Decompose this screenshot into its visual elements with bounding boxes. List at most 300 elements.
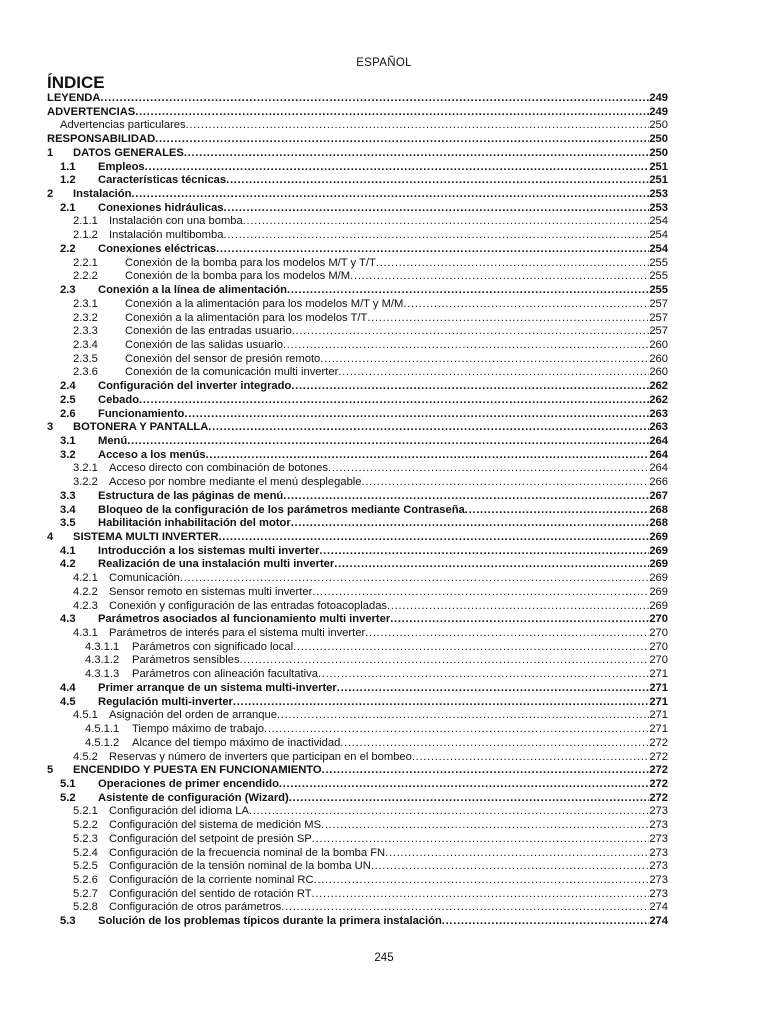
toc-entry[interactable] [47, 833, 668, 847]
toc-entry-title: RESPONSABILIDAD [47, 133, 156, 146]
toc-entry-number: 5 [47, 764, 54, 777]
toc-entry[interactable] [47, 394, 668, 408]
toc-entry[interactable] [47, 545, 668, 559]
toc-entry-number: 5.3 [60, 915, 76, 928]
toc-entry[interactable] [47, 847, 668, 861]
toc-entry-title: Configuración del setpoint de presión SP [109, 832, 312, 845]
toc-leader-dots [312, 586, 649, 600]
toc-entry[interactable] [47, 504, 668, 518]
toc-entry-title: Introducción a los sistemas multi inverter [98, 544, 320, 557]
toc-leader-dots [319, 545, 649, 559]
toc-entry-title: Regulación multi-inverter [98, 695, 233, 708]
toc-leader-dots [312, 888, 650, 902]
toc-entry-number: 3.2.2 [73, 476, 98, 489]
toc-entry-page: 267 [649, 489, 668, 502]
toc-entry-page: 273 [649, 860, 668, 873]
toc-entry-title: Solución de los problemas típicos durante la primera instalación [98, 915, 442, 928]
toc-entry-title: SISTEMA MULTI INVERTER [73, 531, 219, 543]
toc-entry[interactable] [47, 696, 668, 710]
toc-entry[interactable] [47, 106, 668, 120]
toc-entry-page: 272 [649, 736, 668, 749]
toc-leader-dots [340, 737, 649, 751]
toc-entry-title: Acceso por nombre mediante el menú desplegable [109, 476, 362, 489]
toc-entry[interactable] [47, 353, 668, 367]
toc-entry[interactable] [47, 751, 668, 765]
toc-leader-dots [291, 380, 649, 394]
toc-entry-title: Tiempo máximo de trabajo [132, 723, 265, 736]
toc-leader-dots [390, 613, 649, 627]
toc-entry-page: 274 [649, 901, 668, 914]
toc-leader-dots [240, 654, 650, 668]
toc-entry[interactable] [47, 517, 668, 531]
toc-entry-number: 5.2.8 [73, 901, 98, 914]
toc-entry-number: 2.3.3 [73, 325, 98, 338]
toc-entry-number: 4.5 [60, 695, 76, 708]
toc-entry-number: 2 [47, 188, 54, 201]
toc-entry-title: Asignación del orden de arranque [109, 709, 277, 722]
toc-entry-page: 272 [649, 777, 668, 790]
toc-entry-page: 255 [649, 256, 668, 269]
toc-entry[interactable] [47, 202, 668, 216]
toc-entry[interactable] [47, 174, 668, 188]
toc-entry-number: 4 [47, 531, 54, 543]
toc-leader-dots [186, 119, 650, 133]
toc-entry-page: 257 [649, 325, 668, 338]
toc-entry-title: Configuración de la corriente nominal RC [109, 873, 314, 886]
toc-entry-title: Acceso a los menús [98, 448, 206, 461]
toc-entry-title: Reservas y número de inverters que participan en el bombeo [109, 750, 412, 763]
toc-entry-title: Configuración del inverter integrado [98, 380, 292, 393]
toc-entry-title: Operaciones de primer encendido [98, 777, 279, 790]
toc-entry-number: 4.1 [60, 544, 76, 557]
toc-entry-title: Conexión a la alimentación para los modelos T/T [125, 311, 368, 324]
toc-entry-page: 254 [649, 215, 668, 228]
toc-entry-number: 3.3 [60, 489, 76, 502]
toc-entry[interactable] [47, 558, 668, 572]
toc-leader-dots [337, 682, 650, 696]
toc-entry[interactable] [47, 654, 668, 668]
toc-leader-dots [292, 325, 650, 339]
toc-entry-page: 271 [649, 695, 668, 708]
toc-leader-dots [131, 188, 649, 202]
page-number: 245 [374, 952, 394, 964]
toc-entry[interactable] [47, 723, 668, 737]
toc-leader-dots [184, 147, 649, 161]
toc-leader-dots [145, 161, 650, 175]
toc-entry-title: Conexión a la alimentación para los modelos M/T y M/M [125, 297, 404, 310]
toc-entry[interactable] [47, 641, 668, 655]
toc-entry-number: 3.1 [60, 434, 76, 447]
toc-entry-number: 3.2 [60, 448, 76, 461]
toc-leader-dots [184, 408, 649, 422]
toc-entry-number: 4.5.1.2 [85, 736, 120, 749]
toc-leader-dots [223, 229, 649, 243]
toc-entry-number: 2.5 [60, 393, 76, 406]
toc-entry-title: Conexiones hidráulicas [98, 201, 224, 214]
toc-entry-number: 4.5.1.1 [85, 723, 120, 736]
toc-entry-page: 269 [649, 599, 668, 612]
toc-entry[interactable] [47, 778, 668, 792]
toc-entry-title: Parámetros de interés para el sistema multi inverter [109, 627, 366, 640]
toc-leader-dots [224, 202, 650, 216]
toc-entry-number: 2.1.1 [73, 215, 98, 228]
toc-entry[interactable] [47, 270, 668, 284]
toc-entry-number: 4.3.1.3 [85, 668, 120, 681]
toc-entry-title: Empleos [98, 160, 145, 173]
toc-entry-page: 273 [649, 819, 668, 832]
toc-entry-number: 2.3.1 [73, 297, 98, 310]
toc-leader-dots [338, 366, 649, 380]
toc-leader-dots [362, 476, 650, 490]
toc-entry-page: 250 [649, 146, 668, 159]
toc-entry[interactable] [47, 366, 668, 380]
toc-entry[interactable] [47, 901, 668, 915]
toc-entry-page: 269 [649, 585, 668, 598]
toc-leader-dots [318, 668, 649, 682]
toc-entry-number: 1.1 [60, 160, 76, 173]
toc-entry-page: 273 [649, 805, 668, 818]
toc-entry-page: 269 [649, 558, 668, 571]
toc-entry-title: Parámetros con significado local [132, 640, 294, 653]
toc-leader-dots [365, 627, 649, 641]
toc-entry-number: 2.3.5 [73, 352, 98, 365]
toc-entry-number: 2.3.2 [73, 311, 98, 324]
toc-entry-page: 263 [649, 421, 668, 434]
toc-entry[interactable] [47, 600, 668, 614]
toc-entry[interactable] [47, 92, 668, 106]
toc-entry-number: 3.5 [60, 517, 76, 530]
toc-entry-number: 4.3.1 [73, 627, 98, 640]
toc-entry-title: Conexión de las entradas usuario [125, 325, 292, 338]
toc-entry[interactable] [47, 627, 668, 641]
toc-entry[interactable] [47, 215, 668, 229]
toc-leader-dots [320, 353, 649, 367]
toc-entry-number: 4.4 [60, 681, 76, 694]
toc-entry-page: 272 [649, 750, 668, 763]
toc-entry[interactable] [47, 161, 668, 175]
toc-leader-dots [100, 92, 649, 106]
toc-leader-dots [208, 421, 649, 435]
toc-entry-title: Conexión de la comunicación multi inverter [125, 366, 339, 379]
toc-entry-page: 266 [649, 476, 668, 489]
toc-entry-page: 274 [649, 915, 668, 928]
toc-entry[interactable] [47, 119, 668, 133]
toc-entry[interactable] [47, 531, 668, 545]
toc-entry[interactable] [47, 229, 668, 243]
toc-entry-title: Configuración de la tensión nominal de la bomba UN [109, 860, 371, 873]
toc-leader-dots [139, 394, 649, 408]
toc-entry-page: 264 [649, 462, 668, 475]
toc-entry-title: Estructura de las páginas de menú [98, 489, 284, 502]
toc-entry-page: 273 [649, 832, 668, 845]
toc-entry-page: 269 [649, 531, 668, 543]
toc-entry-title: Primer arranque de un sistema multi-inverter [98, 681, 337, 694]
toc-entry[interactable] [47, 888, 668, 902]
toc-leader-dots [216, 243, 649, 257]
toc-entry[interactable] [47, 243, 668, 257]
toc-entry-page: 262 [649, 380, 668, 393]
toc-entry-page: 268 [649, 517, 668, 530]
toc-leader-dots [465, 504, 650, 518]
toc-entry-title: Instalación [73, 188, 132, 201]
toc-entry[interactable] [47, 874, 668, 888]
toc-entry[interactable] [47, 133, 668, 147]
toc-entry-page: 269 [649, 572, 668, 585]
toc-entry-page: 253 [649, 188, 668, 201]
toc-entry-number: 3 [47, 421, 54, 434]
toc-entry[interactable] [47, 449, 668, 463]
toc-entry-number: 5.2.7 [73, 887, 98, 900]
toc-leader-dots [279, 778, 649, 792]
toc-entry-page: 254 [649, 242, 668, 255]
toc-entry[interactable] [47, 408, 668, 422]
toc-entry[interactable] [47, 490, 668, 504]
toc-entry[interactable] [47, 819, 668, 833]
toc-entry-page: 255 [649, 270, 668, 283]
toc-leader-dots [226, 174, 649, 188]
toc-leader-dots [321, 819, 649, 833]
toc-entry-page: 270 [649, 640, 668, 653]
toc-entry-page: 260 [649, 366, 668, 379]
toc-leader-dots [206, 449, 650, 463]
toc-leader-dots [218, 531, 649, 545]
toc-entry-page: 254 [649, 229, 668, 242]
toc-entry-title: ENCENDIDO Y PUESTA EN FUNCIONAMIENTO [73, 764, 322, 777]
toc-entry-page: 251 [649, 160, 668, 173]
toc-entry-title: Conexión y configuración de las entradas fotoacopladas [109, 599, 388, 612]
table-of-contents [47, 92, 668, 929]
toc-entry-title: Parámetros con alineación facultativa [132, 668, 318, 681]
toc-leader-dots [155, 133, 649, 147]
toc-entry-title: Conexión del sensor de presión remoto [125, 352, 321, 365]
toc-entry-number: 1 [47, 146, 54, 159]
toc-entry-title: Conexiones eléctricas [98, 242, 217, 255]
toc-entry-page: 271 [649, 723, 668, 736]
toc-entry-title: Conexión de la bomba para los modelos M/T y T/T [125, 256, 376, 269]
toc-entry-title: Alcance del tiempo máximo de inactividad [132, 736, 341, 749]
toc-entry-number: 4.5.1 [73, 709, 98, 722]
toc-entry[interactable] [47, 572, 668, 586]
toc-entry-page: 264 [649, 448, 668, 461]
toc-entry-number: 5.2.1 [73, 805, 98, 818]
toc-entry[interactable] [47, 682, 668, 696]
toc-leader-dots [328, 462, 649, 476]
toc-entry-number: 5.2.4 [73, 846, 98, 859]
toc-leader-dots [367, 312, 649, 326]
toc-entry-page: 270 [649, 613, 668, 626]
toc-entry-number: 5.2.2 [73, 819, 98, 832]
toc-entry-number: 3.2.1 [73, 462, 98, 475]
toc-entry-page: 273 [649, 887, 668, 900]
toc-entry-page: 249 [649, 92, 668, 104]
toc-leader-dots [376, 257, 650, 271]
toc-entry-number: 4.2.1 [73, 572, 98, 585]
toc-entry[interactable] [47, 325, 668, 339]
toc-leader-dots [314, 874, 650, 888]
toc-entry-page: 272 [649, 791, 668, 804]
toc-entry-number: 2.6 [60, 407, 76, 420]
toc-entry-title: Menú [98, 434, 128, 447]
toc-entry[interactable] [47, 476, 668, 490]
toc-entry-number: 2.2.2 [73, 270, 98, 283]
toc-entry-number: 4.2.3 [73, 599, 98, 612]
toc-leader-dots [403, 298, 649, 312]
toc-entry[interactable] [47, 764, 668, 778]
toc-entry-title: DATOS GENERALES [73, 146, 184, 159]
toc-leader-dots [233, 696, 649, 710]
toc-entry[interactable] [47, 421, 668, 435]
toc-entry[interactable] [47, 613, 668, 627]
toc-entry-title: Asistente de configuración (Wizard) [98, 791, 289, 804]
toc-entry[interactable] [47, 915, 668, 929]
toc-entry[interactable] [47, 380, 668, 394]
toc-entry-number: 2.1 [60, 201, 76, 214]
toc-entry-number: 5.1 [60, 777, 76, 790]
toc-leader-dots [243, 215, 650, 229]
toc-leader-dots [283, 490, 649, 504]
toc-entry-page: 264 [649, 434, 668, 447]
toc-entry-page: 255 [649, 284, 668, 297]
toc-entry-page: 257 [649, 311, 668, 324]
toc-entry-number: 1.2 [60, 174, 76, 187]
index-title: ÍNDICE [47, 73, 105, 92]
toc-entry-title: Configuración de la frecuencia nominal de la bomba FN [109, 846, 386, 859]
toc-leader-dots [135, 106, 649, 120]
toc-leader-dots [289, 792, 650, 806]
toc-leader-dots [293, 641, 649, 655]
toc-entry-number: 2.2 [60, 242, 76, 255]
toc-entry-number: 4.5.2 [73, 750, 98, 763]
toc-entry[interactable] [47, 860, 668, 874]
toc-leader-dots [281, 901, 649, 915]
toc-entry[interactable] [47, 339, 668, 353]
toc-leader-dots [334, 558, 649, 572]
toc-entry-page: 273 [649, 846, 668, 859]
toc-entry-number: 4.3 [60, 613, 76, 626]
toc-entry-title: Conexión a la línea de alimentación [98, 284, 287, 297]
toc-entry-title: BOTONERA Y PANTALLA [73, 421, 209, 434]
toc-entry[interactable] [47, 147, 668, 161]
toc-entry-number: 2.1.2 [73, 229, 98, 242]
toc-entry-title: Instalación multibomba [109, 229, 224, 242]
toc-entry-number: 5.2.3 [73, 832, 98, 845]
toc-entry-page: 273 [649, 873, 668, 886]
toc-leader-dots [127, 435, 649, 449]
toc-entry-number: 2.3.6 [73, 366, 98, 379]
toc-entry[interactable] [47, 462, 668, 476]
toc-entry-page: 262 [649, 393, 668, 406]
toc-entry-page: 271 [649, 668, 668, 681]
toc-entry-page: 249 [649, 105, 668, 118]
toc-entry-number: 4.2 [60, 558, 76, 571]
toc-entry-page: 270 [649, 654, 668, 667]
toc-entry-page: 271 [649, 681, 668, 694]
toc-entry-page: 271 [649, 709, 668, 722]
toc-entry-number: 5.2 [60, 791, 76, 804]
toc-entry-number: 5.2.6 [73, 873, 98, 886]
toc-leader-dots [277, 709, 649, 723]
toc-entry-page: 257 [649, 297, 668, 310]
toc-entry-number: 2.3.4 [73, 338, 98, 351]
toc-entry[interactable] [47, 435, 668, 449]
toc-entry-title: Realización de una instalación multi inverter [98, 558, 335, 571]
toc-leader-dots [442, 915, 650, 929]
toc-leader-dots [385, 847, 649, 861]
toc-entry-title: Configuración del sistema de medición MS [109, 819, 322, 832]
toc-entry-number: 3.4 [60, 503, 76, 516]
toc-entry-title: Parámetros sensibles [132, 654, 240, 667]
toc-entry-page: 270 [649, 627, 668, 640]
toc-entry-page: 260 [649, 352, 668, 365]
toc-entry[interactable] [47, 586, 668, 600]
toc-leader-dots [412, 751, 649, 765]
toc-entry[interactable] [47, 312, 668, 326]
toc-entry-page: 272 [649, 764, 668, 777]
toc-entry-title: Conexión de la bomba para los modelos M/M [125, 270, 351, 283]
toc-entry-title: Instalación con una bomba [109, 215, 243, 228]
toc-entry-number: 4.3.1.1 [85, 640, 120, 653]
toc-entry-number: 2.2.1 [73, 256, 98, 269]
toc-entry-number: 4.2.2 [73, 585, 98, 598]
toc-leader-dots [283, 339, 649, 353]
toc-leader-dots [287, 284, 649, 298]
toc-entry-title: Conexión de las salidas usuario [125, 338, 283, 351]
toc-entry-title: Bloqueo de la configuración de los parámetros mediante Contraseña [98, 503, 465, 516]
toc-entry-number: 5.2.5 [73, 860, 98, 873]
toc-leader-dots [312, 833, 650, 847]
toc-entry[interactable] [47, 737, 668, 751]
toc-entry[interactable] [47, 284, 668, 298]
toc-entry-number: 2.4 [60, 380, 76, 393]
toc-entry[interactable] [47, 257, 668, 271]
toc-entry-title: Sensor remoto en sistemas multi inverter [109, 585, 313, 598]
toc-leader-dots [322, 764, 650, 778]
toc-entry-title: Configuración del idioma LA [109, 805, 249, 818]
toc-entry[interactable] [47, 298, 668, 312]
toc-entry-page: 260 [649, 338, 668, 351]
toc-entry-page: 263 [649, 407, 668, 420]
toc-leader-dots [249, 805, 649, 819]
toc-entry-title: Acceso directo con combinación de botones [109, 462, 328, 475]
toc-entry[interactable] [47, 188, 668, 202]
toc-entry-page: 268 [649, 503, 668, 516]
toc-entry-number: 4.3.1.2 [85, 654, 120, 667]
language-header: ESPAÑOL [356, 57, 412, 69]
toc-entry-number: 2.3 [60, 284, 76, 297]
toc-entry-page: 250 [649, 119, 668, 132]
toc-entry-title: Configuración del sentido de rotación RT [109, 887, 312, 900]
toc-entry-page: 269 [649, 544, 668, 557]
toc-entry[interactable] [47, 668, 668, 682]
toc-entry[interactable] [47, 792, 668, 806]
toc-entry-title: Advertencias particulares [60, 119, 186, 132]
toc-leader-dots [371, 860, 650, 874]
toc-leader-dots [350, 270, 649, 284]
toc-leader-dots [264, 723, 649, 737]
toc-entry[interactable] [47, 805, 668, 819]
toc-entry-title: Funcionamiento [98, 407, 185, 420]
toc-entry-title: Cebado [98, 393, 140, 406]
toc-entry-title: ADVERTENCIAS [47, 105, 136, 118]
toc-entry-page: 250 [649, 133, 668, 146]
toc-entry[interactable] [47, 709, 668, 723]
toc-entry-title: LEYENDA [47, 92, 101, 104]
toc-leader-dots [180, 572, 649, 586]
toc-entry-title: Comunicación [109, 572, 180, 585]
toc-entry-title: Parámetros asociados al funcionamiento multi inverter [98, 613, 391, 626]
toc-entry-title: Habilitación inhabilitación del motor [98, 517, 291, 530]
toc-entry-title: Configuración de otros parámetros [109, 901, 282, 914]
